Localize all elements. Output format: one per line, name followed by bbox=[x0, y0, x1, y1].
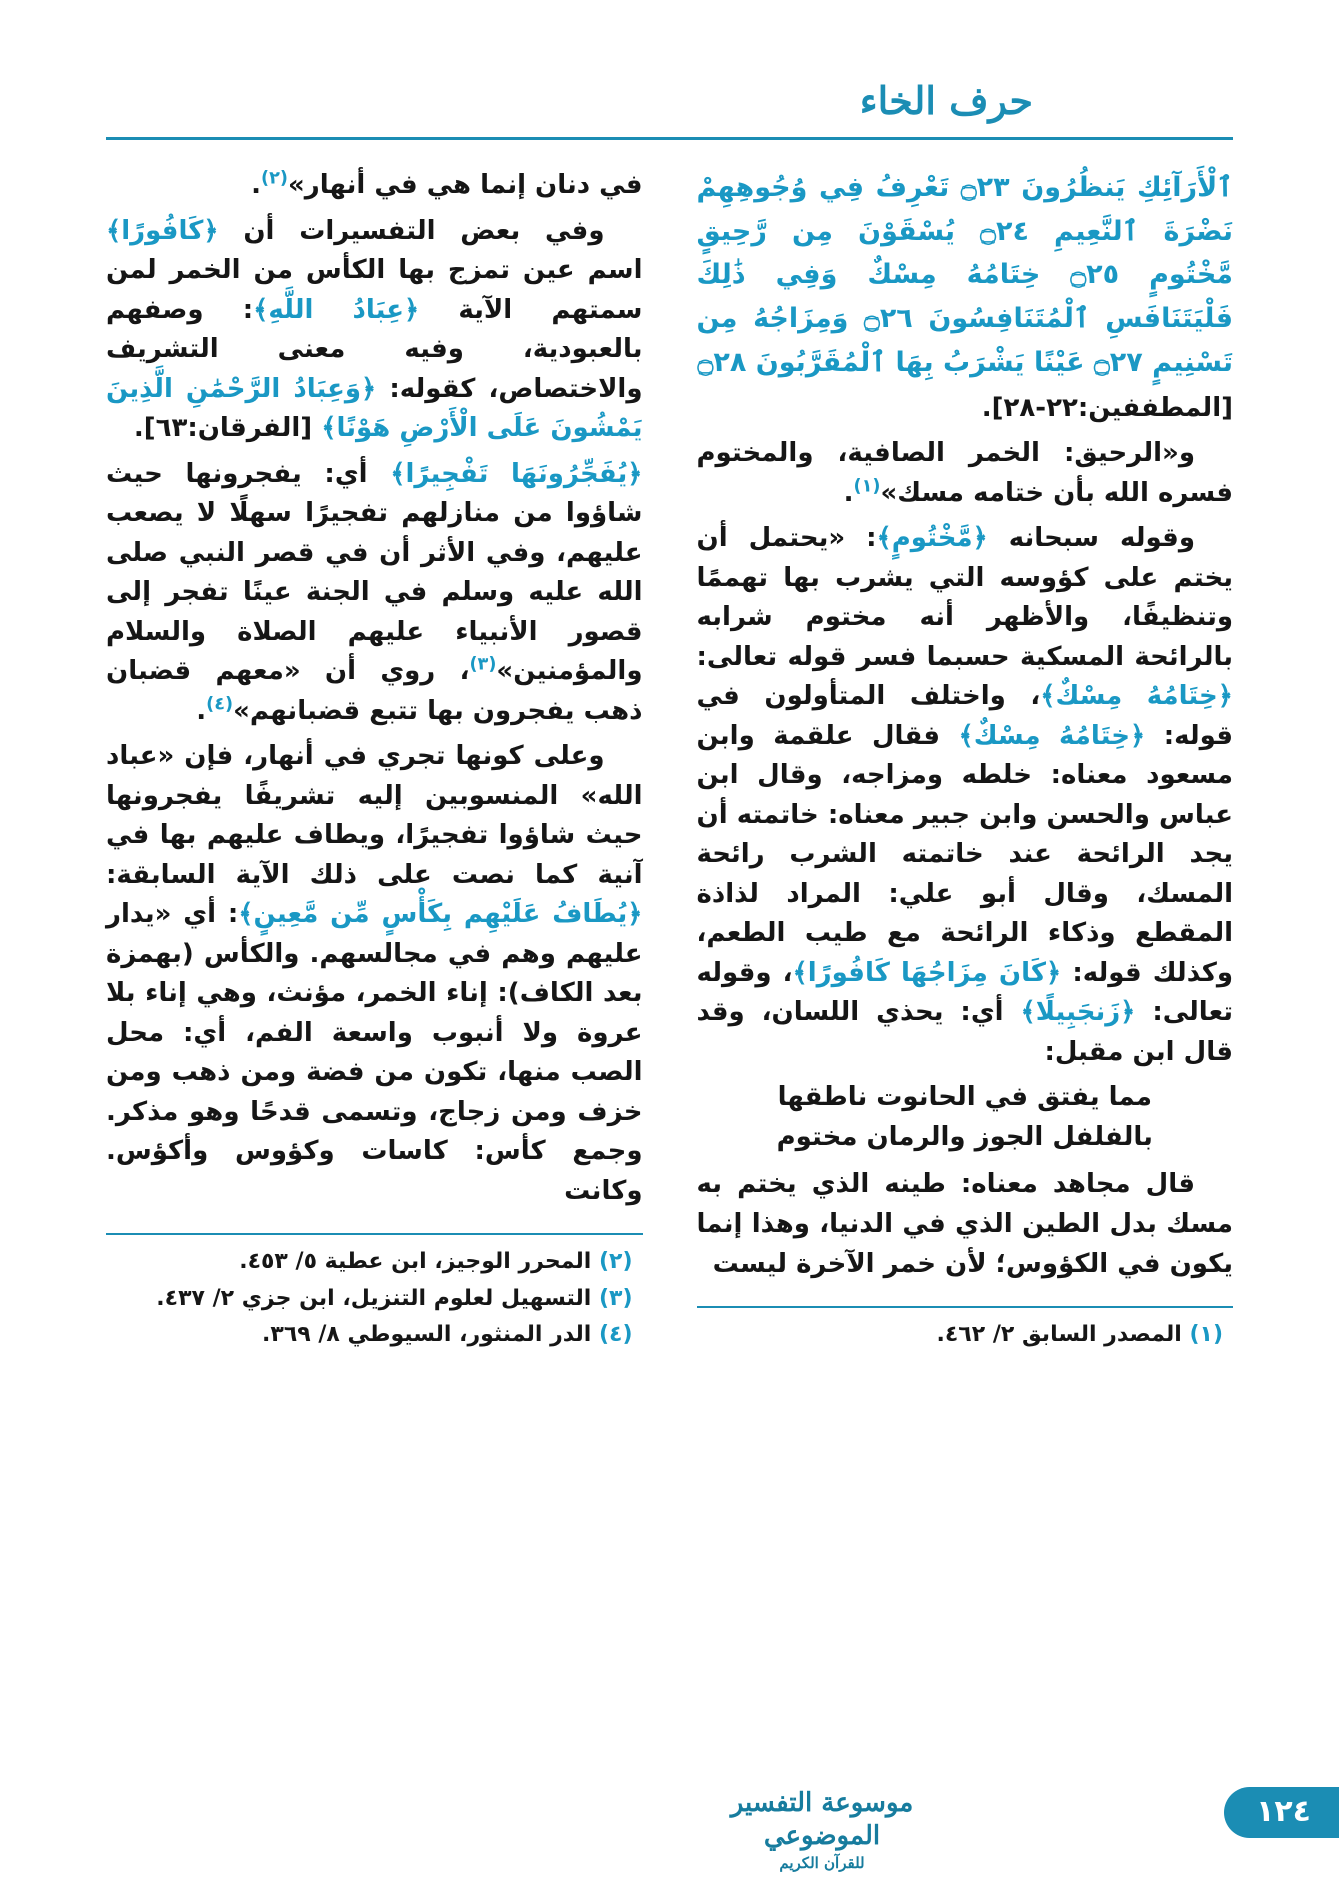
column-left-footnotes bbox=[106, 1245, 643, 1353]
column-left-body bbox=[106, 166, 643, 1217]
body-text: ، وقوله تعالى: bbox=[696, 957, 1234, 1028]
column-left bbox=[106, 166, 643, 1354]
paragraph bbox=[106, 166, 643, 206]
body-text: أي: يحذي اللسان، وقد قال ابن مقبل: bbox=[696, 997, 1233, 1067]
paragraph bbox=[697, 519, 1234, 1072]
poetry-verse bbox=[697, 1078, 1234, 1157]
quran-quote: ﴿عِبَادُ اللَّهِ﴾ bbox=[253, 294, 420, 325]
quran-quote: ﴿كَانَ مِزَاجُهَا كَافُورًا﴾ bbox=[792, 957, 1062, 988]
footnote-number: (١) bbox=[1189, 1322, 1223, 1348]
page-number-badge: ١٢٤ bbox=[1224, 1787, 1339, 1838]
paragraph bbox=[697, 1165, 1234, 1284]
footnote bbox=[106, 1245, 633, 1279]
poem-line: بالفلفل الجوز والرمان مختوم bbox=[776, 1121, 1153, 1152]
body-text: . bbox=[196, 695, 207, 726]
text-columns bbox=[0, 140, 1339, 1354]
quran-quote: ﴿وَعِبَادُ الرَّحْمَٰنِ الَّذِينَ يَمْشُونَ عَلَى الْأَرْضِ هَوْنًا﴾ bbox=[106, 373, 643, 444]
body-text: اسم عين تمزج بها الكأس من الخمر لمن سمتهم الآية bbox=[106, 255, 643, 325]
paragraph bbox=[106, 455, 643, 732]
body-text: ، واختلف المتأولون في قوله: bbox=[696, 681, 1233, 751]
body-text: : أي «يدار عليهم وهم في مجالسهم. والكأس (بهمزة بعد الكاف): إناء الخمر، مؤنث، وهي إناء بلا عروة ولا أنبوب واسعة الفم، أي: محل الصب منها، تكون من فضة ومن ذهب ومن خزف ومن زجاج، وتسمى قدحًا وهو مذكر. وجمع كأس: كاسات وكؤوس وأكؤس. وكانت bbox=[106, 899, 643, 1206]
footnote-number: (٣) bbox=[598, 1285, 633, 1311]
footnote bbox=[697, 1318, 1224, 1352]
body-text: ، روي أن «معهم قضبان ذهب يفجرون بها تتبع قضبانهم» bbox=[106, 656, 643, 726]
quran-verses-block bbox=[697, 166, 1234, 385]
quran-quote: ﴿يُطَافُ عَلَيْهِم بِكَأْسٍ مِّن مَّعِينٍ﴾ bbox=[238, 899, 643, 930]
body-text: . bbox=[251, 170, 261, 200]
body-text: أي: يفجرونها حيث شاؤوا من منازلهم تفجيرًا سهلًا لا يصعب عليهم، وفي الأثر أن في قصر النبي صلى الله عليه وسلم في الجنة عينًا تفجر إلى قصور الأنبياء عليهم الصلاة والسلام والمؤمنين» bbox=[106, 458, 643, 687]
column-right bbox=[697, 166, 1234, 1354]
poem-line: مما يفتق في الحانوت ناطقها bbox=[777, 1082, 1152, 1113]
emblem-title: موسوعة التفسير الموضوعي bbox=[730, 1788, 914, 1851]
page-header bbox=[0, 0, 1339, 140]
footnote bbox=[106, 1282, 633, 1316]
footnote bbox=[106, 1318, 633, 1352]
body-text: وقوله سبحانه bbox=[987, 523, 1195, 554]
footnote-separator-left bbox=[106, 1233, 643, 1235]
footnote-reference: (٣) bbox=[469, 654, 497, 675]
footnote-number: (٤) bbox=[598, 1321, 633, 1347]
quran-quote: ﴿خِتَامُهُ مِسْكٌ﴾ bbox=[958, 720, 1146, 751]
footnote-reference: (٤) bbox=[206, 694, 234, 715]
column-right-footnotes bbox=[697, 1318, 1234, 1354]
paragraph bbox=[697, 434, 1234, 513]
paragraph bbox=[106, 212, 643, 449]
quran-quote: ﴿كَافُورًا﴾ bbox=[106, 215, 219, 246]
footnote-separator-right bbox=[697, 1306, 1234, 1308]
body-text: وفي بعض التفسيرات أن bbox=[218, 215, 605, 246]
quran-quote: ﴿يُفَجِّرُونَهَا تَفْجِيرًا﴾ bbox=[390, 458, 643, 489]
quran-quote: ﴿خِتَامُهُ مِسْكٌ﴾ bbox=[1040, 681, 1234, 712]
body-text: : «يحتمل أن يختم على كؤوسه التي يشرب بها تهممًا وتنظيفًا، والأظهر أنه مختوم شرابه بالرائحة المسكية حسبما فسر قوله تعالى: bbox=[696, 523, 1233, 672]
page-footer bbox=[0, 1740, 1339, 1890]
body-text: [الفرقان:٦٣]. bbox=[133, 413, 322, 444]
footnote-text: التسهيل لعلوم التنزيل، ابن جزي ٢/ ٤٣٧. bbox=[156, 1285, 599, 1311]
body-text: : وصفهم بالعبودية، وفيه معنى التشريف والاختصاص، كقوله: bbox=[106, 294, 643, 404]
column-right-body bbox=[697, 166, 1234, 1290]
body-text: قال مجاهد معناه: طينه الذي يختم به مسك بدل الطين الذي في الدنيا، وهذا إنما يكون في الكؤوس؛ لأن خمر الآخرة ليست bbox=[696, 1169, 1233, 1279]
body-text: فقال علقمة وابن مسعود معناه: خلطه ومزاجه، وقال ابن عباس والحسن وابن جبير معناه: خاتمته أن يجد الرائحة عند خاتمته الشرب رائحة المسك، وقال أبو علي: المراد لذاذة المقطع وذكاء الرائحة مع طيب الطعم، وكذلك قوله: bbox=[696, 720, 1233, 988]
footnote-text: المحرر الوجيز، ابن عطية ٥/ ٤٥٣. bbox=[239, 1249, 599, 1275]
publisher-emblem bbox=[697, 1787, 947, 1872]
footnote-reference: (١) bbox=[853, 476, 881, 497]
body-text: . bbox=[843, 477, 854, 508]
quran-quote: ﴿مَّخْتُومٍ﴾ bbox=[876, 523, 988, 554]
footnote-reference: (٢) bbox=[261, 168, 288, 189]
body-text: وعلى كونها تجري في أنهار، فإن «عباد الله» المنسوبين إليه تشريفًا يفجرونها حيث شاؤوا تفجيرًا، ويطاف عليهم بها في آنية كما نصت على ذلك الآية السابقة: bbox=[106, 741, 643, 890]
verse-citation: [المطففين:٢٢-٢٨]. bbox=[981, 392, 1233, 423]
chapter-title: حرف الخاء bbox=[859, 78, 1033, 123]
footnote-number: (٢) bbox=[598, 1249, 633, 1275]
body-text: في دنان إنما هي في أنهار» bbox=[287, 170, 643, 200]
body-text: و«الرحيق: الخمر الصافية، والمختوم فسره الله بأن ختامه مسك» bbox=[696, 438, 1233, 508]
footnote-text: المصدر السابق ٢/ ٤٦٢. bbox=[936, 1322, 1190, 1348]
paragraph bbox=[106, 737, 643, 1211]
quran-quote: ٱلْأَرَآئِكِ يَنظُرُونَ ۝٢٣ تَعْرِفُ فِي وُجُوهِهِمْ نَضْرَةَ ٱلنَّعِيمِ ۝٢٤ يُسْقَوْنَ مِن رَّحِيقٍ مَّخْتُومٍ ۝٢٥ خِتَامُهُ مِسْكٌ وَفِي ذَٰلِكَ فَلْيَتَنَافَسِ ٱلْمُتَنَافِسُونَ ۝٢٦ وَمِزَاجُهُ مِن تَسْنِيمٍ ۝٢٧ عَيْنًا يَشْرَبُ بِهَا ٱلْمُقَرَّبُونَ ۝٢٨ bbox=[696, 172, 1233, 378]
emblem-subtitle: للقرآن الكريم bbox=[779, 1854, 865, 1872]
quran-quote: ﴿زَنجَبِيلًا﴾ bbox=[1020, 997, 1136, 1028]
footnote-text: الدر المنثور، السيوطي ٨/ ٣٦٩. bbox=[262, 1321, 599, 1347]
